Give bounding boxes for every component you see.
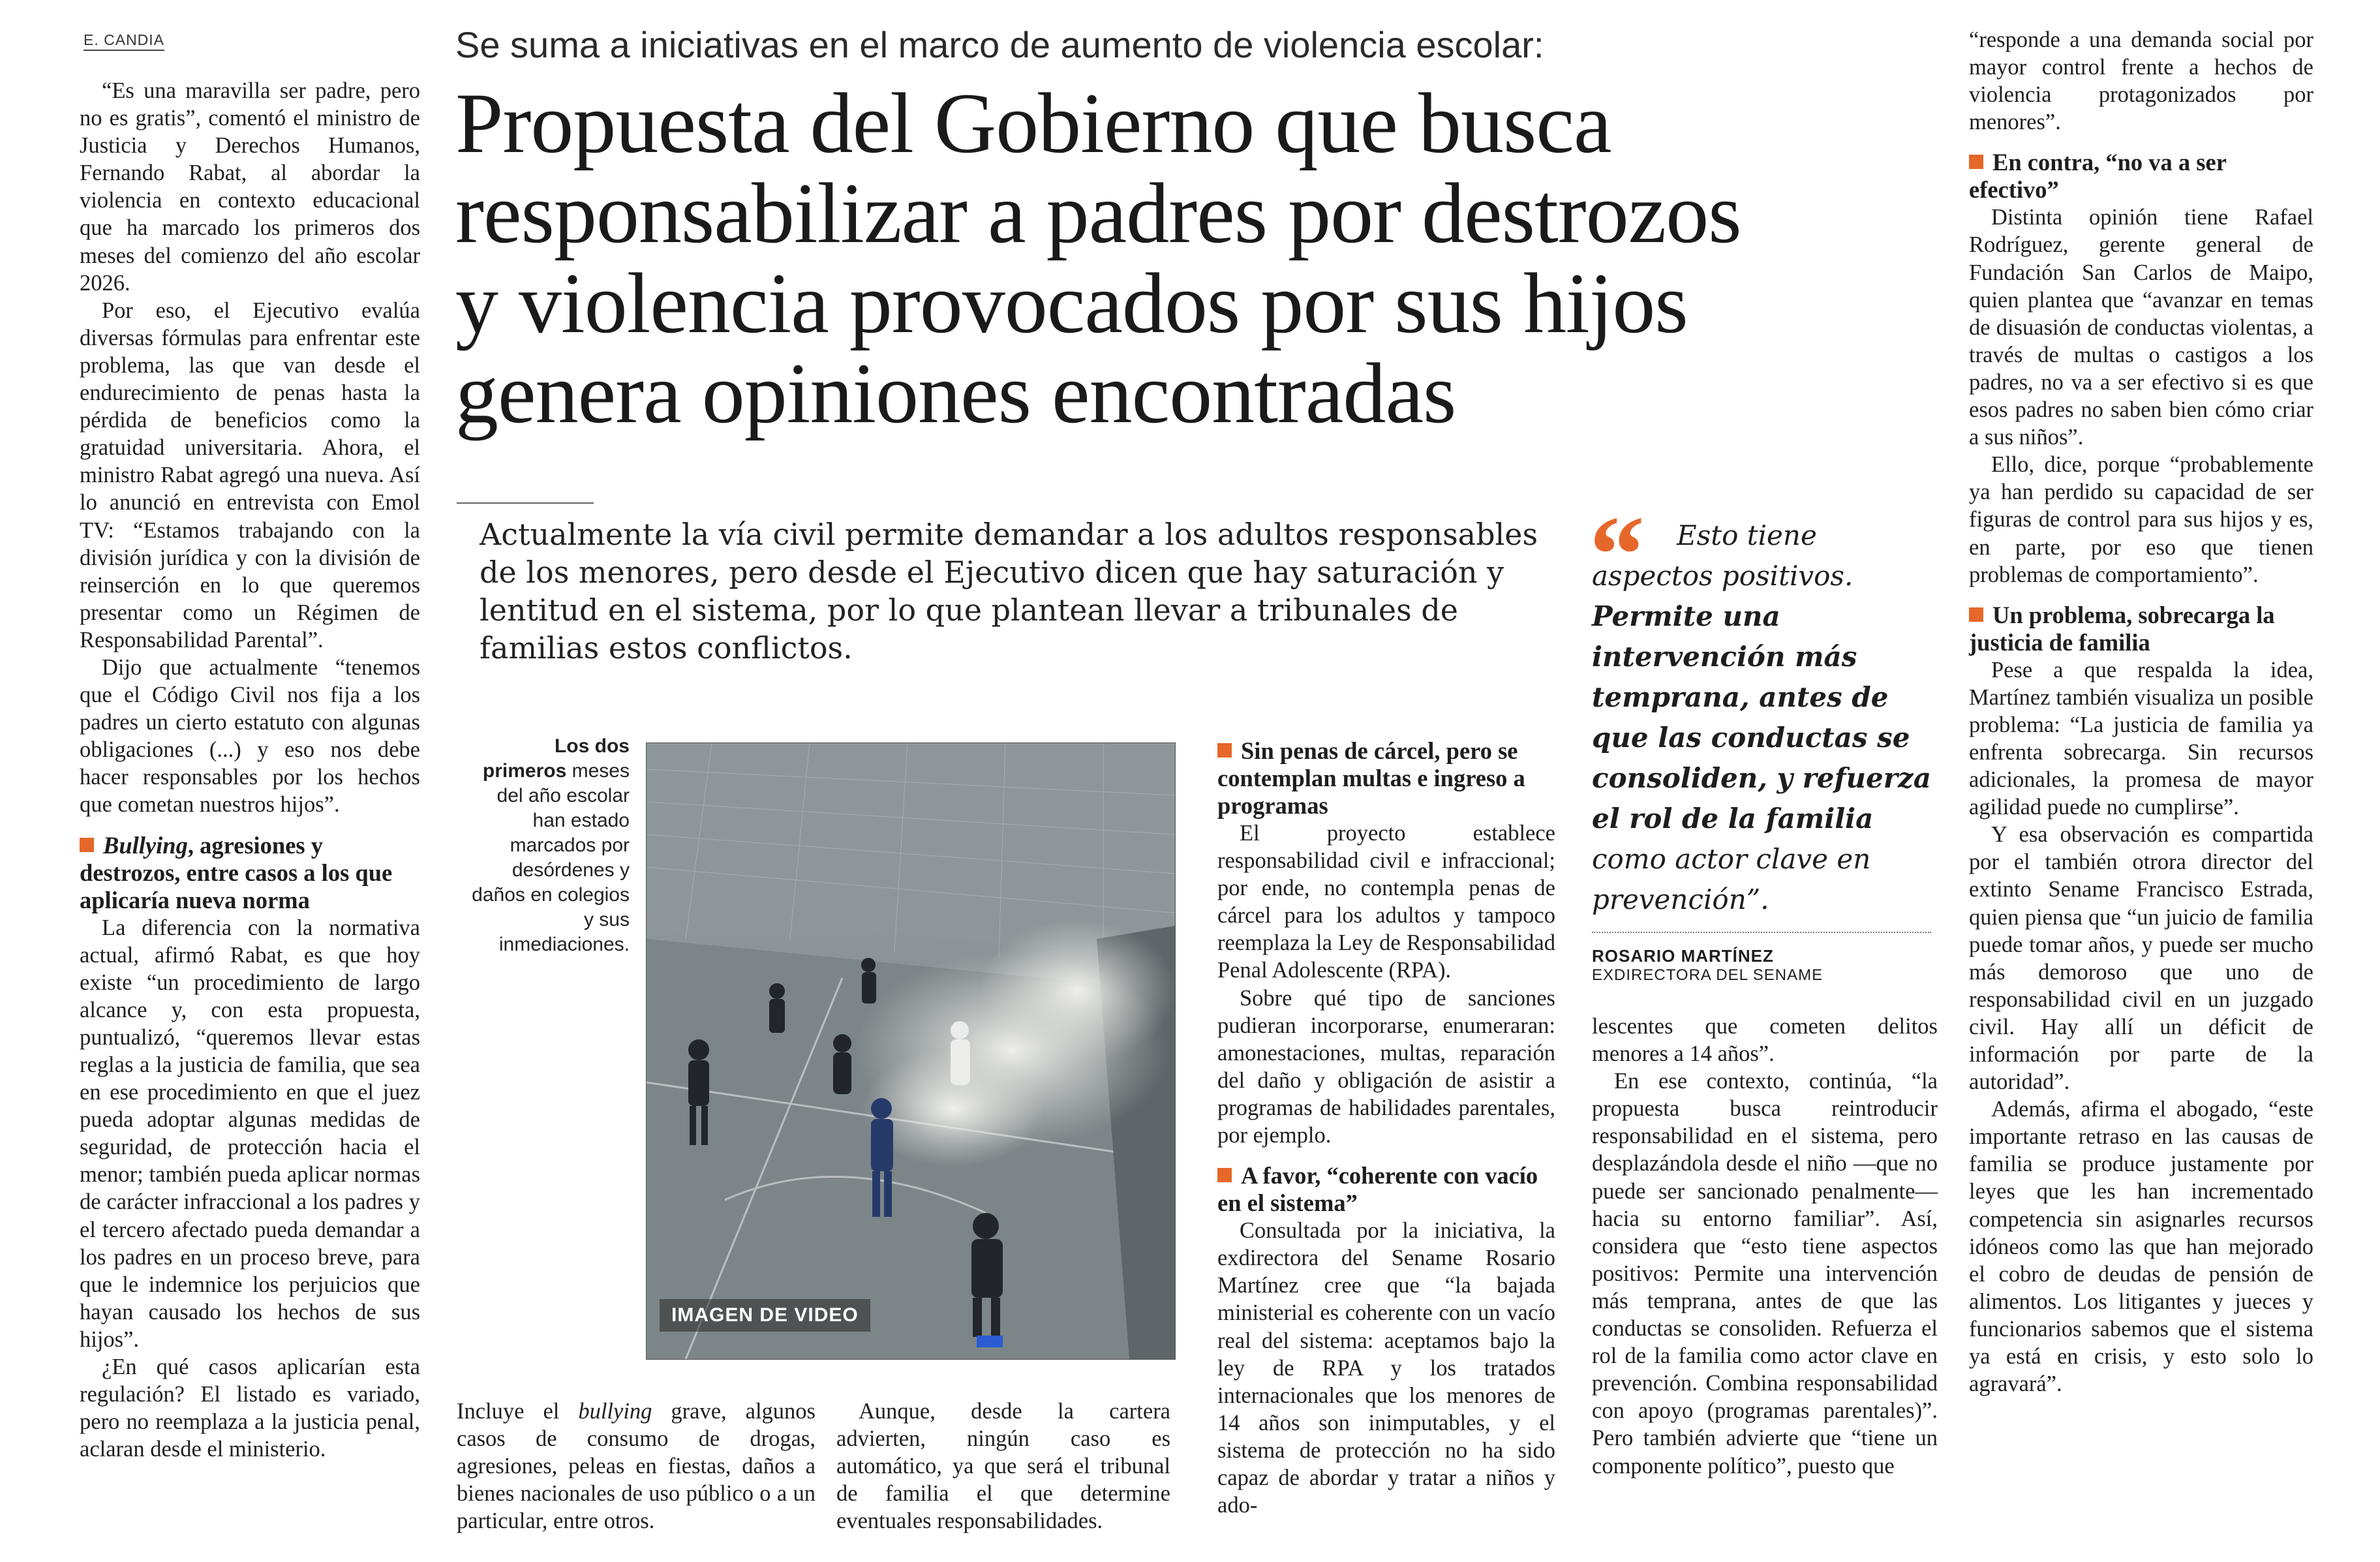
paragraph: La diferencia con la normativa actual, afirmó Rabat, es que hoy existe “un procedimiento de largo alcance y, con esta propuesta, puntualizó, “queremos llevar estas reglas a la justicia de familia, que sea en ese procedimiento en que el juez pueda adoptar algunas medidas de seguridad, de protección hacia el menor; también pueda aplicar normas de carácter infraccional a los padres y el tercero afectado pueda demandar a los padres en un proceso breve, para que le indemnice los perjuicios que hayan causado los hechos de sus hijos”. [80,915,420,1352]
column-3 [1217,737,1555,1519]
orange-square-icon [1217,743,1232,758]
headline [455,75,1741,441]
paragraph: Distinta opinión tiene Rafael Rodríguez, gerente general de Fundación San Carlos de Maipo, quien plantea que “avanzar en temas de disuasión de conductas violentas, a través de multas o castigos a los padres, no va a ser efectivo si es que esos padres no saben bien cómo criar a sus niños”. [1969,205,2313,450]
column-4 [1592,1013,1938,1480]
quote-source: ROSARIO MARTÍNEZ EXDIRECTORA DEL SENAME [1592,946,1823,984]
paragraph: lescentes que cometen delitos menores a 14 años”. [1592,1014,1938,1067]
orange-square-icon [1969,155,1983,169]
column-5 [1969,26,2313,1398]
subheading: Un problema, sobrecarga la justicia de familia [1969,601,2275,656]
pull-quote [1589,493,1931,984]
paragraph: “responde a una demanda social por mayor control frente a hechos de violencia protagonizados por menores”. [1969,27,2313,135]
under-photo-right [836,1398,1170,1535]
paragraph: Aunque, desde la cartera advierten, ningún caso es automático, ya que será el tribunal de familia el que determine eventuales responsabilidades. [836,1399,1170,1534]
quote-divider [1592,932,1931,933]
headline-line: responsabilizar a padres por destrozos [455,165,1741,261]
paragraph: Y esa observación es compartida por el también otrora director del extinto Sename Francisco Estrada, quien piensa que “un juicio de familia puede tomar años, y puede ser mucho más demoroso que uno de responsabilidad civil en un juzgado civil. Hay allí un déficit de información por parte de la autoridad”. [1969,822,2313,1095]
headline-rule [457,502,594,504]
paragraph: El proyecto establece responsabilidad civil e infraccional; por ende, no contempla penas de cárcel para los adultos y tampoco reemplaza la Ley de Responsabilidad Penal Adolescente (RPA). [1217,821,1555,983]
subheading: En contra, “no va a ser efectivo” [1969,149,2227,204]
photo-label: IMAGEN DE VIDEO [660,1299,870,1332]
headline-line: genera opiniones encontradas [455,345,1456,441]
paragraph: “Es una maravilla ser padre, pero no es gratis”, comentó el ministro de Justicia y Derechos Humanos, Fernando Rabat, al abordar la violencia en contexto educacional que ha marcado los primeros dos meses del comienzo del año escolar 2026. [80,78,420,296]
kicker: Se suma a iniciativas en el marco de aumento de violencia escolar: [455,24,1544,65]
video-still-photo [646,743,1176,1360]
paragraph: Pese a que respalda la idea, Martínez también visualiza un posible problema: “La justicia de familia ya enfrenta sobrecarga. Sin recursos adicionales, la promesa de mayor agilidad puede no cumplirse”. [1969,657,2313,820]
paragraph: Consultada por la iniciativa, la exdirectora del Sename Rosario Martínez cree que “la bajada ministerial es coherente con un vacío real del sistema: aceptamos bajo la ley de RPA y los tratados internacionales que los menores de 14 años son inimputables, y el sistema de protección no ha sido capaz de abordar y tratar a niños y ado- [1217,1218,1555,1518]
headline-line: Propuesta del Gobierno que busca [455,75,1611,171]
paragraph: Sobre qué tipo de sanciones pudieran incorporarse, enumeraran: amonestaciones, multas, reparación del daño y obligación de asistir a programas de habilidades parentales, por ejemplo. [1217,985,1555,1148]
subheading: Sin penas de cárcel, pero se contemplan multas e ingreso a programas [1217,737,1525,819]
under-photo-left [457,1398,816,1535]
paragraph: Incluye el bullying grave, algunos casos de consumo de drogas, agresiones, peleas en fiestas, daños a bienes nacionales de uso público o a un particular, entre otros. [457,1399,816,1534]
subheading: Bullying, agresiones y destrozos, entre casos a los que aplicaría nueva norma [80,831,393,913]
orange-square-icon [1217,1168,1232,1182]
paragraph: Dijo que actualmente “tenemos que el Código Civil nos fija a los padres un cierto estatuto con algunas obligaciones (...) y eso nos debe hacer responsables por los hechos que cometan nuestros hijos”. [80,654,420,818]
orange-square-icon [1969,607,1983,622]
schoolyard-scene-illustration [647,743,1175,1359]
headline-line: y violencia provocados por sus hijos [455,255,1688,351]
quote-mark-icon: “ [1589,493,1645,616]
paragraph: Ello, dice, porque “probablemente ya han perdido su capacidad de ser figuras de control para sus hijos y es, en parte, por eso que tienen problemas de comportamiento”. [1969,452,2313,587]
byline: E. CANDIA [84,31,164,49]
paragraph: En ese contexto, continúa, “la propuesta busca reintroducir responsabilidad en el sistema, pero desplazándola desde el niño —que no puede ser sancionado penalmente— hacia su entorno familiar”. Así, considera que “esto tiene aspectos positivos: Permite una intervención más temprana, antes de que las conductas se consoliden. Refuerza el rol de la familia como actor clave en prevención. Combina responsabilidad con apoyo (programas parentales)”. Pero también advierte que “tiene un componente político”, puesto que [1592,1069,1938,1478]
quote-text: Esto tiene aspectos positivos. Permite una intervención más temprana, antes de que las conductas se consoliden, y refuerza el rol de la familia como actor clave en prevención”. [1592,519,1931,915]
subheading: A favor, “coherente con vacío en el sistema” [1217,1162,1538,1217]
orange-square-icon [80,838,94,852]
paragraph: ¿En qué casos aplicarían esta regulación? El listado es variado, pero no reemplaza a la justicia penal, aclaran desde el ministerio. [80,1355,420,1462]
photo-caption: Los dos primeros meses del año escolar han estado marcados por desórdenes y daños en colegios y sus inmediaciones. [472,735,630,955]
column-1 [80,77,420,1463]
deck: Actualmente la vía civil permite demandar a los adultos responsables de los menores, pero desde el Ejecutivo dicen que hay saturación y lentitud en el sistema, por lo que plantean llevar a tribunales de familias estos conflictos. [480,517,1538,666]
paragraph: Además, afirma el abogado, “este importante retraso en las causas de familia se produce justamente por leyes que les han incrementado competencia sin asignarles recursos idóneos como las que han mejorado el cobro de deudas de pensión de alimentos. Los litigantes y jueces y funcionarios sabemos que el sistema ya está en crisis, y esto solo lo agravará”. [1969,1097,2313,1397]
paragraph: Por eso, el Ejecutivo evalúa diversas fórmulas para enfrentar este problema, las que van desde el endurecimiento de penas hasta la pérdida de beneficios como la gratuidad universitaria. Ahora, el ministro Rabat agregó una nueva. Así lo anunció en entrevista con Emol TV: “Estamos trabajando con la división jurídica y con la división de reinserción en lo que queremos presentar como un Régimen de Responsabilidad Parental”. [80,298,420,652]
